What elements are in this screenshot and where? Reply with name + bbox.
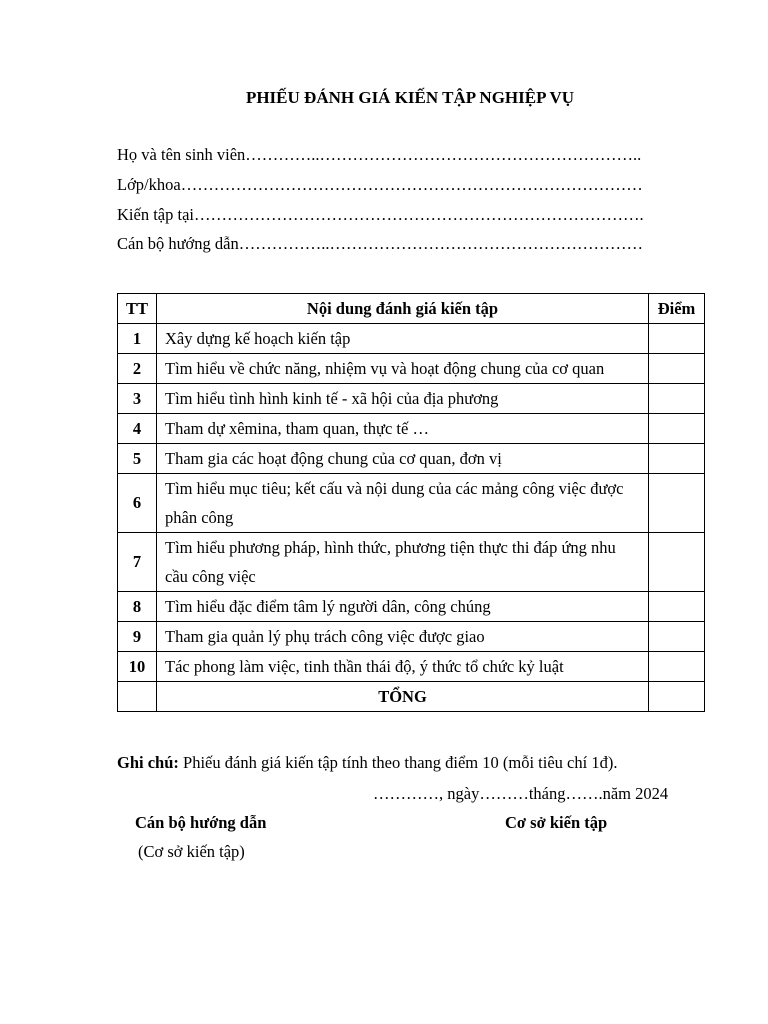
signature-organization-title: Cơ sở kiến tập <box>505 813 608 832</box>
row-content: Tìm hiểu đặc điểm tâm lý người dân, công chúng <box>157 592 649 622</box>
row-number: 5 <box>118 444 157 474</box>
row-content: Tìm hiểu về chức năng, nhiệm vụ và hoạt động chung của cơ quan <box>157 354 649 384</box>
header-tt: TT <box>118 294 157 324</box>
table-row <box>118 384 705 414</box>
field-class-faculty: Lớp/khoa………………………………………………………………………… <box>117 175 643 194</box>
row-number: 3 <box>118 384 157 414</box>
row-content: Tìm hiểu phương pháp, hình thức, phương tiện thực thi đáp ứng nhu cầu công việc <box>157 533 649 592</box>
date-line: …………, ngày………tháng…….năm 2024 <box>373 784 669 803</box>
row-number: 10 <box>118 652 157 682</box>
form-title: PHIẾU ĐÁNH GIÁ KIẾN TẬP NGHIỆP VỤ <box>245 88 575 107</box>
note <box>117 753 617 773</box>
row-number: 1 <box>118 324 157 354</box>
signature-supervisor-title: Cán bộ hướng dẫn <box>135 813 267 832</box>
row-score-cell[interactable] <box>649 354 705 384</box>
table-row <box>118 474 705 533</box>
total-score-cell[interactable] <box>649 682 705 712</box>
signature-supervisor-subtitle: (Cơ sở kiến tập) <box>138 842 245 861</box>
row-number: 7 <box>118 533 157 592</box>
table-row <box>118 652 705 682</box>
table-row <box>118 324 705 354</box>
row-score-cell[interactable] <box>649 444 705 474</box>
row-score-cell[interactable] <box>649 324 705 354</box>
row-score-cell[interactable] <box>649 622 705 652</box>
total-label: TỔNG <box>157 682 649 712</box>
row-score-cell[interactable] <box>649 592 705 622</box>
row-number: 6 <box>118 474 157 533</box>
table-row <box>118 414 705 444</box>
evaluation-table <box>117 293 705 712</box>
row-number: 9 <box>118 622 157 652</box>
row-score-cell[interactable] <box>649 384 705 414</box>
table-row <box>118 622 705 652</box>
header-content: Nội dung đánh giá kiến tập <box>157 294 649 324</box>
row-number: 2 <box>118 354 157 384</box>
note-text: Phiếu đánh giá kiến tập tính theo thang điểm 10 (mỗi tiêu chí 1đ). <box>178 753 618 772</box>
row-content: Xây dựng kế hoạch kiến tập <box>157 324 649 354</box>
row-score-cell[interactable] <box>649 414 705 444</box>
row-content: Tìm hiểu mục tiêu; kết cấu và nội dung của các mảng công việc được phân công <box>157 474 649 533</box>
field-supervisor: Cán bộ hướng dẫn……………..………………………………………………… <box>117 234 643 253</box>
row-score-cell[interactable] <box>649 474 705 533</box>
row-content: Tham dự xêmina, tham quan, thực tế … <box>157 414 649 444</box>
row-score-cell[interactable] <box>649 652 705 682</box>
row-content: Tìm hiểu tình hình kinh tế - xã hội của địa phương <box>157 384 649 414</box>
table-row <box>118 592 705 622</box>
table-header-row <box>118 294 705 324</box>
field-student-name: Họ và tên sinh viên…………..………………………………………………….. <box>117 145 642 164</box>
row-number: 4 <box>118 414 157 444</box>
row-content: Tham gia các hoạt động chung của cơ quan, đơn vị <box>157 444 649 474</box>
total-number-cell <box>118 682 157 712</box>
table-row <box>118 354 705 384</box>
table-row <box>118 533 705 592</box>
total-row <box>118 682 705 712</box>
row-content: Tham gia quản lý phụ trách công việc được giao <box>157 622 649 652</box>
note-label: Ghi chú: <box>117 753 179 772</box>
field-internship-place: Kiến tập tại………………………………………………………………………. <box>117 205 644 224</box>
row-score-cell[interactable] <box>649 533 705 592</box>
header-score: Điểm <box>649 294 705 324</box>
row-number: 8 <box>118 592 157 622</box>
row-content: Tác phong làm việc, tinh thần thái độ, ý thức tổ chức kỷ luật <box>157 652 649 682</box>
table-row <box>118 444 705 474</box>
